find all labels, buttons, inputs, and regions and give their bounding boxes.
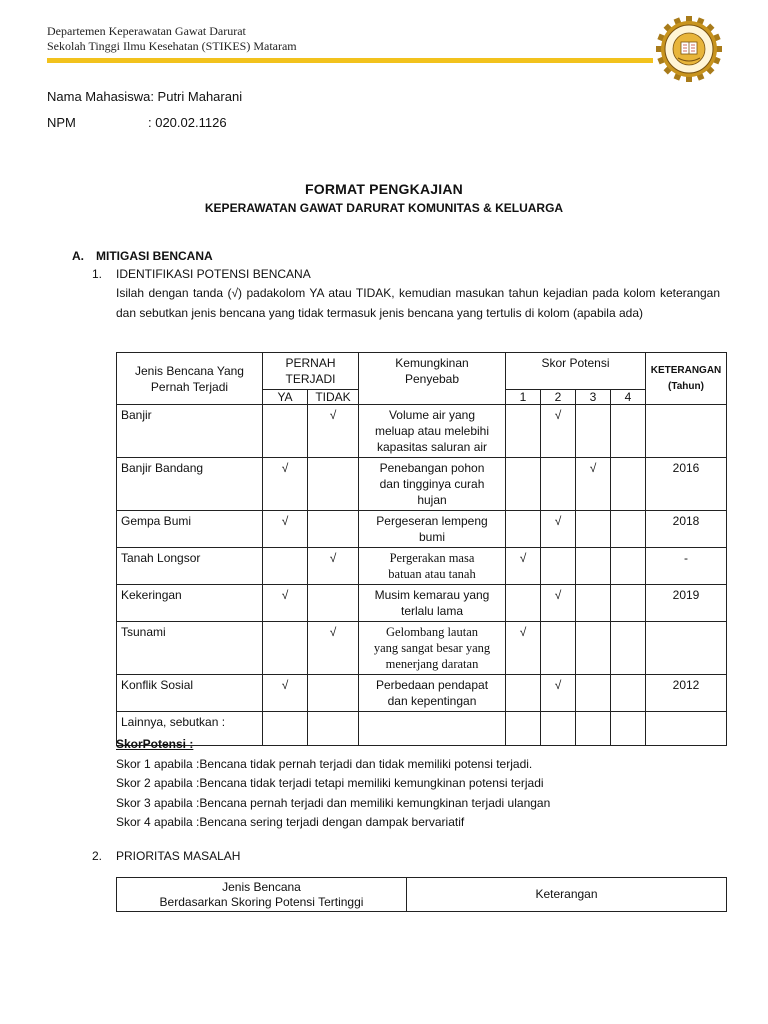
penyebab-line: Gelombang lautan	[386, 625, 478, 639]
cell-jenis-bencana: Banjir	[117, 405, 263, 458]
cell-ya	[263, 548, 308, 585]
penyebab-line: hujan	[417, 493, 447, 507]
cell-skor-3	[576, 675, 611, 712]
cell-skor-4	[611, 511, 646, 548]
score-legend	[116, 735, 550, 833]
cell-skor-4	[611, 405, 646, 458]
npm-value: : 020.02.1126	[148, 115, 227, 130]
header-skor-1: 1	[506, 390, 541, 405]
priority-header-jenis: Jenis Bencana Berdasarkan Skoring Potensi Tertinggi	[117, 878, 407, 912]
cell-skor-1	[506, 675, 541, 712]
cell-skor-2: √	[541, 511, 576, 548]
cell-skor-2	[541, 458, 576, 511]
instruction-line: (apabila ada)	[572, 305, 644, 320]
subsection-1-number: 1.	[92, 267, 103, 281]
subsection-2-title: PRIORITAS MASALAH	[116, 849, 241, 863]
school-line: Sekolah Tinggi Ilmu Kesehatan (STIKES) Mataram	[47, 39, 297, 53]
header-jenis-bencana: Jenis Bencana Yang Pernah Terjadi	[117, 353, 263, 405]
table-row	[117, 585, 727, 622]
cell-tidak	[308, 511, 359, 548]
header-skor-2: 2	[541, 390, 576, 405]
cell-skor-1: √	[506, 622, 541, 675]
cell-jenis-bencana: Tsunami	[117, 622, 263, 675]
cell-keterangan-tahun: 2012	[646, 675, 727, 712]
legend-item: Skor 2 apabila :Bencana tidak terjadi tetapi memiliki kemungkinan potensi terjadi	[116, 776, 544, 790]
penyebab-line: terlalu lama	[400, 604, 464, 618]
header-skor-potensi: Skor Potensi	[506, 353, 646, 390]
cell-ya: √	[263, 511, 308, 548]
penyebab-line: dan tingginya curah	[379, 477, 485, 491]
cell-tidak	[308, 675, 359, 712]
cell-tidak: √	[308, 405, 359, 458]
table-row	[117, 511, 727, 548]
cell-ya	[263, 405, 308, 458]
cell-skor-2: √	[541, 675, 576, 712]
priority-table	[116, 877, 727, 912]
cell-skor-3	[576, 622, 611, 675]
cell-keterangan-tahun	[646, 405, 727, 458]
cell-skor-3: √	[576, 458, 611, 511]
cell-skor-4	[611, 675, 646, 712]
table-row	[117, 458, 727, 511]
cell-skor-3	[576, 511, 611, 548]
cell-skor-2	[541, 548, 576, 585]
penyebab-line: batuan atau tanah	[388, 567, 476, 581]
header-kemungkinan-penyebab: Kemungkinan Penyebab	[359, 353, 506, 405]
cell-skor-3	[576, 712, 611, 746]
penyebab-line: dan kepentingan	[387, 694, 477, 708]
cell-keterangan-tahun: 2016	[646, 458, 727, 511]
header-skor-3: 3	[576, 390, 611, 405]
penyebab-line: Pergerakan masa	[389, 551, 475, 565]
cell-skor-3	[576, 405, 611, 458]
disaster-potential-table	[116, 352, 727, 746]
stikes-mataram-seal-icon	[654, 14, 724, 84]
cell-keterangan-tahun: 2019	[646, 585, 727, 622]
table-row	[117, 675, 727, 712]
cell-keterangan-tahun: 2018	[646, 511, 727, 548]
cell-kemungkinan-penyebab	[359, 458, 506, 511]
penyebab-line: Penebangan pohon	[379, 461, 485, 475]
cell-jenis-bencana: Lainnya, sebutkan :	[117, 712, 263, 746]
cell-jenis-bencana: Kekeringan	[117, 585, 263, 622]
cell-keterangan-tahun	[646, 622, 727, 675]
subsection-2-number: 2.	[92, 849, 103, 863]
header-keterangan: KETERANGAN (Tahun)	[646, 353, 727, 405]
department-line: Departemen Keperawatan Gawat Darurat	[47, 24, 246, 38]
table-row	[117, 622, 727, 675]
cell-keterangan-tahun: -	[646, 548, 727, 585]
legend-item: Skor 1 apabila :Bencana tidak pernah terjadi dan tidak memiliki potensi terjadi.	[116, 756, 533, 771]
penyebab-line: meluap atau melebihi	[374, 424, 490, 438]
cell-ya: √	[263, 675, 308, 712]
cell-skor-4	[611, 622, 646, 675]
subsection-1-title: IDENTIFIKASI POTENSI BENCANA	[116, 267, 311, 281]
section-a-title: MITIGASI BENCANA	[96, 249, 213, 263]
legend-item: Skor 4 apabila :Bencana sering terjadi dengan dampak bervariatif	[116, 815, 465, 829]
cell-skor-1: √	[506, 548, 541, 585]
cell-kemungkinan-penyebab	[359, 511, 506, 548]
table-row	[117, 405, 727, 458]
cell-jenis-bencana: Tanah Longsor	[117, 548, 263, 585]
cell-skor-1	[506, 511, 541, 548]
section-a-number: A.	[72, 249, 84, 263]
penyebab-line: yang sangat besar yang	[373, 641, 491, 655]
legend-title: SkorPotensi :	[116, 737, 194, 751]
cell-skor-3	[576, 585, 611, 622]
cell-ya	[263, 622, 308, 675]
document-title: FORMAT PENGKAJIAN	[305, 181, 463, 197]
cell-skor-2: √	[541, 585, 576, 622]
cell-skor-2	[541, 622, 576, 675]
institution-header	[47, 24, 297, 54]
penyebab-line: kapasitas saluran air	[376, 440, 488, 454]
table-row	[117, 548, 727, 585]
header-divider	[47, 58, 653, 63]
cell-tidak	[308, 585, 359, 622]
cell-jenis-bencana: Konflik Sosial	[117, 675, 263, 712]
cell-kemungkinan-penyebab	[359, 675, 506, 712]
cell-kemungkinan-penyebab	[359, 585, 506, 622]
npm-label: NPM	[47, 115, 76, 130]
instruction-line: keterangan dan sebutkan jenis bencana yang tidak termasuk jenis bencana yang tertulis di kolom	[116, 286, 721, 320]
cell-skor-4	[611, 712, 646, 746]
student-name: Nama Mahasiswa: Putri Maharani	[47, 89, 243, 104]
cell-keterangan-tahun	[646, 712, 727, 746]
cell-kemungkinan-penyebab	[359, 548, 506, 585]
cell-tidak	[308, 458, 359, 511]
header-tidak: TIDAK	[308, 390, 359, 405]
priority-header-keterangan: Keterangan	[407, 878, 727, 912]
cell-skor-2: √	[541, 405, 576, 458]
cell-ya: √	[263, 458, 308, 511]
cell-skor-3	[576, 548, 611, 585]
header-pernah-terjadi: PERNAH TERJADI	[263, 353, 359, 390]
cell-tidak: √	[308, 622, 359, 675]
header-skor-4: 4	[611, 390, 646, 405]
penyebab-line: Volume air yang	[388, 408, 476, 422]
penyebab-line: Musim kemarau yang	[374, 588, 490, 602]
cell-jenis-bencana: Gempa Bumi	[117, 511, 263, 548]
header-ya: YA	[263, 390, 308, 405]
instruction-paragraph	[116, 284, 720, 323]
penyebab-line: Pergeseran lempeng	[376, 514, 488, 528]
cell-jenis-bencana: Banjir Bandang	[117, 458, 263, 511]
document-subtitle: KEPERAWATAN GAWAT DARURAT KOMUNITAS & KELUARGA	[204, 201, 564, 215]
cell-kemungkinan-penyebab	[359, 405, 506, 458]
penyebab-line: menerjang daratan	[385, 657, 479, 671]
legend-item: Skor 3 apabila :Bencana pernah terjadi dan memiliki kemungkinan terjadi ulangan	[116, 795, 551, 810]
cell-skor-1	[506, 585, 541, 622]
cell-skor-4	[611, 548, 646, 585]
cell-skor-1	[506, 458, 541, 511]
cell-skor-1	[506, 405, 541, 458]
cell-skor-4	[611, 585, 646, 622]
instruction-line: Isilah dengan tanda (√) padakolom YA atau TIDAK, kemudian masukan tahun kejadian pada kolom	[116, 286, 656, 300]
cell-tidak: √	[308, 548, 359, 585]
cell-kemungkinan-penyebab	[359, 622, 506, 675]
cell-ya: √	[263, 585, 308, 622]
penyebab-line: bumi	[418, 530, 445, 544]
cell-skor-4	[611, 458, 646, 511]
penyebab-line: Perbedaan pendapat	[375, 678, 489, 692]
